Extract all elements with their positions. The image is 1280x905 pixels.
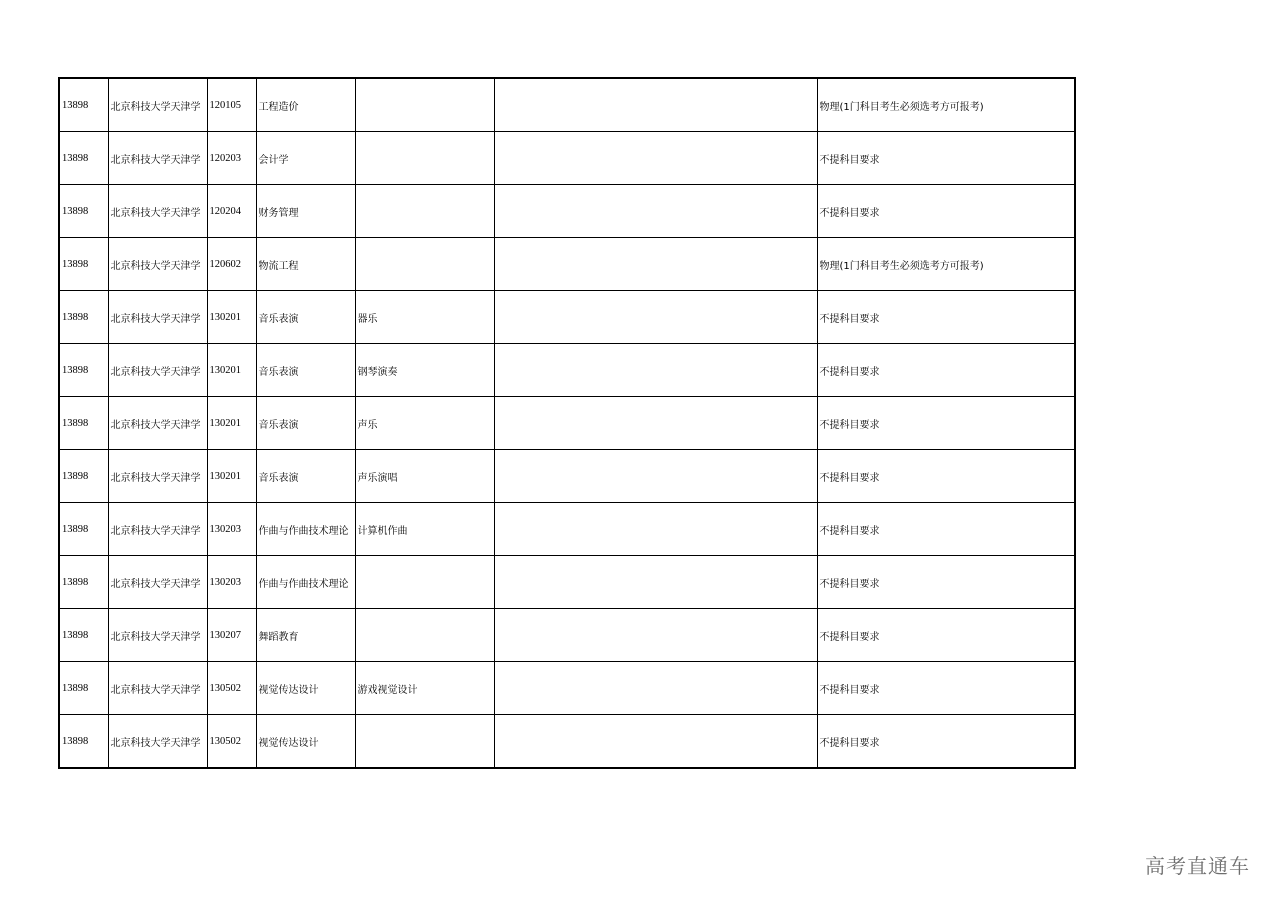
subject-requirement-cell: 物理(1门科目考生必须选考方可报考) — [817, 238, 1075, 291]
institution-name-cell: 北京科技大学天津学 — [108, 662, 207, 715]
major-code-cell: 120203 — [207, 132, 256, 185]
institution-name-cell: 北京科技大学天津学 — [108, 503, 207, 556]
institution-code-cell: 13898 — [59, 503, 108, 556]
table-row — [59, 450, 1075, 503]
table-row — [59, 238, 1075, 291]
major-name-cell: 音乐表演 — [256, 344, 355, 397]
institution-code-cell: 13898 — [59, 238, 108, 291]
table-body — [59, 78, 1075, 768]
table-row — [59, 556, 1075, 609]
subject-requirement-cell: 不提科目要求 — [817, 556, 1075, 609]
note-cell — [494, 397, 817, 450]
institution-code-cell: 13898 — [59, 609, 108, 662]
institution-name-cell: 北京科技大学天津学 — [108, 238, 207, 291]
institution-code-cell: 13898 — [59, 78, 108, 132]
major-direction-cell — [355, 78, 494, 132]
major-name-cell: 舞蹈教育 — [256, 609, 355, 662]
institution-code-cell: 13898 — [59, 450, 108, 503]
major-code-cell: 130502 — [207, 662, 256, 715]
major-code-cell: 130207 — [207, 609, 256, 662]
subject-requirement-cell: 不提科目要求 — [817, 132, 1075, 185]
note-cell — [494, 344, 817, 397]
table-row — [59, 503, 1075, 556]
note-cell — [494, 503, 817, 556]
institution-code-cell: 13898 — [59, 344, 108, 397]
note-cell — [494, 715, 817, 769]
major-code-cell: 130203 — [207, 503, 256, 556]
institution-name-cell: 北京科技大学天津学 — [108, 609, 207, 662]
major-code-cell: 130201 — [207, 397, 256, 450]
major-name-cell: 会计学 — [256, 132, 355, 185]
note-cell — [494, 132, 817, 185]
institution-name-cell: 北京科技大学天津学 — [108, 344, 207, 397]
major-name-cell: 财务管理 — [256, 185, 355, 238]
note-cell — [494, 450, 817, 503]
major-name-cell: 音乐表演 — [256, 397, 355, 450]
institution-code-cell: 13898 — [59, 556, 108, 609]
subject-requirement-cell: 不提科目要求 — [817, 344, 1075, 397]
major-direction-cell: 游戏视觉设计 — [355, 662, 494, 715]
table-row — [59, 78, 1075, 132]
subject-requirement-cell: 不提科目要求 — [817, 715, 1075, 769]
table-row — [59, 397, 1075, 450]
subject-requirement-cell: 不提科目要求 — [817, 291, 1075, 344]
major-name-cell: 工程造价 — [256, 78, 355, 132]
table-row — [59, 344, 1075, 397]
major-code-cell: 120105 — [207, 78, 256, 132]
note-cell — [494, 185, 817, 238]
major-name-cell: 物流工程 — [256, 238, 355, 291]
major-code-cell: 130201 — [207, 291, 256, 344]
major-name-cell: 视觉传达设计 — [256, 662, 355, 715]
major-direction-cell — [355, 715, 494, 769]
major-name-cell: 作曲与作曲技术理论 — [256, 556, 355, 609]
major-code-cell: 130201 — [207, 344, 256, 397]
major-code-cell: 130203 — [207, 556, 256, 609]
subject-requirement-table — [58, 77, 1076, 769]
table-row — [59, 291, 1075, 344]
table-row — [59, 609, 1075, 662]
table-row — [59, 715, 1075, 769]
major-direction-cell — [355, 609, 494, 662]
institution-code-cell: 13898 — [59, 715, 108, 769]
major-direction-cell: 声乐 — [355, 397, 494, 450]
institution-name-cell: 北京科技大学天津学 — [108, 185, 207, 238]
major-name-cell: 音乐表演 — [256, 450, 355, 503]
subject-requirement-cell: 不提科目要求 — [817, 185, 1075, 238]
major-code-cell: 130502 — [207, 715, 256, 769]
subject-requirement-cell: 不提科目要求 — [817, 609, 1075, 662]
table-row — [59, 662, 1075, 715]
institution-code-cell: 13898 — [59, 291, 108, 344]
major-name-cell: 音乐表演 — [256, 291, 355, 344]
subject-requirement-cell: 不提科目要求 — [817, 397, 1075, 450]
major-direction-cell — [355, 556, 494, 609]
major-code-cell: 120204 — [207, 185, 256, 238]
institution-name-cell: 北京科技大学天津学 — [108, 450, 207, 503]
institution-name-cell: 北京科技大学天津学 — [108, 715, 207, 769]
table-row — [59, 185, 1075, 238]
note-cell — [494, 291, 817, 344]
institution-name-cell: 北京科技大学天津学 — [108, 397, 207, 450]
institution-name-cell: 北京科技大学天津学 — [108, 291, 207, 344]
major-direction-cell: 器乐 — [355, 291, 494, 344]
institution-name-cell: 北京科技大学天津学 — [108, 132, 207, 185]
note-cell — [494, 238, 817, 291]
subject-requirement-cell: 不提科目要求 — [817, 503, 1075, 556]
note-cell — [494, 662, 817, 715]
major-code-cell: 130201 — [207, 450, 256, 503]
institution-code-cell: 13898 — [59, 662, 108, 715]
institution-code-cell: 13898 — [59, 397, 108, 450]
note-cell — [494, 78, 817, 132]
subject-requirement-cell: 物理(1门科目考生必须选考方可报考) — [817, 78, 1075, 132]
major-direction-cell: 声乐演唱 — [355, 450, 494, 503]
institution-code-cell: 13898 — [59, 185, 108, 238]
subject-requirement-cell: 不提科目要求 — [817, 662, 1075, 715]
note-cell — [494, 609, 817, 662]
major-name-cell: 视觉传达设计 — [256, 715, 355, 769]
institution-name-cell: 北京科技大学天津学 — [108, 78, 207, 132]
major-name-cell: 作曲与作曲技术理论 — [256, 503, 355, 556]
table-row — [59, 132, 1075, 185]
subject-requirement-cell: 不提科目要求 — [817, 450, 1075, 503]
major-direction-cell — [355, 185, 494, 238]
institution-code-cell: 13898 — [59, 132, 108, 185]
major-direction-cell: 钢琴演奏 — [355, 344, 494, 397]
major-direction-cell — [355, 238, 494, 291]
major-direction-cell: 计算机作曲 — [355, 503, 494, 556]
major-direction-cell — [355, 132, 494, 185]
watermark-text: 高考直通车 — [1145, 854, 1250, 878]
institution-name-cell: 北京科技大学天津学 — [108, 556, 207, 609]
note-cell — [494, 556, 817, 609]
major-code-cell: 120602 — [207, 238, 256, 291]
